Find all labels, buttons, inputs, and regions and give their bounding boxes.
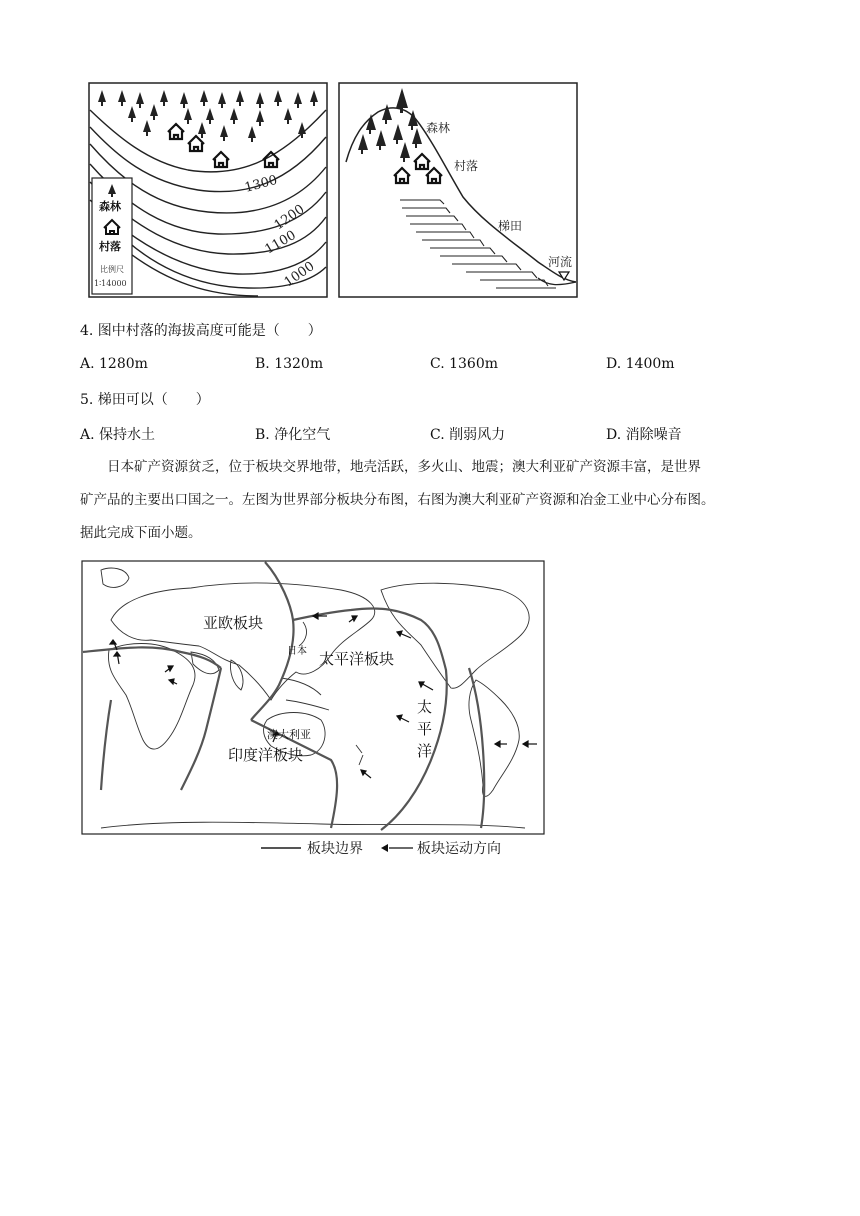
q4-option-a[interactable]: A. 1280m bbox=[80, 356, 148, 372]
passage-line-1: 日本矿产资源贫乏，位于板块交界地带，地壳活跃，多火山、地震；澳大利亚矿产资源丰富，是世界 bbox=[107, 459, 701, 475]
contour-label-1000: 1000 bbox=[281, 259, 318, 291]
label-pacific-plate: 太平洋板块 bbox=[319, 650, 395, 668]
q4-option-b[interactable]: B. 1320m bbox=[255, 356, 324, 372]
q5-stem: 5. 梯田可以（ ） bbox=[80, 392, 210, 408]
q4-stem: 4. 图中村落的海拔高度可能是（ ） bbox=[80, 323, 322, 339]
q4-option-c[interactable]: C. 1360m bbox=[430, 356, 499, 372]
profile-forest-label: 森林 bbox=[426, 121, 451, 135]
passage-line-3: 据此完成下面小题。 bbox=[80, 525, 202, 541]
legend-boundary-label: 板块边界 bbox=[307, 841, 363, 857]
q4-option-d[interactable]: D. 1400m bbox=[606, 356, 675, 372]
label-japan: 日本 bbox=[287, 646, 307, 657]
contour-label-1100: 1100 bbox=[262, 227, 299, 258]
terrace-profile bbox=[338, 82, 578, 298]
label-eurasian-plate: 亚欧板块 bbox=[203, 614, 264, 632]
label-pacific-ocean-1: 太 bbox=[417, 698, 433, 716]
q5-option-b[interactable]: B. 净化空气 bbox=[255, 427, 331, 443]
label-australia: 澳大利亚 bbox=[267, 728, 311, 741]
label-indian-plate: 印度洋板块 bbox=[228, 746, 304, 764]
label-pacific-ocean-3: 洋 bbox=[417, 742, 433, 760]
passage bbox=[80, 451, 780, 550]
q5-option-d[interactable]: D. 消除噪音 bbox=[606, 427, 682, 443]
profile-village-label: 村落 bbox=[454, 159, 479, 173]
contour-label-1200: 1200 bbox=[271, 202, 308, 234]
contour-legend bbox=[92, 178, 132, 294]
legend-motion-label: 板块运动方向 bbox=[417, 841, 501, 857]
legend-scale-value: 1∶14000 bbox=[94, 279, 127, 288]
arrow-left-icon bbox=[381, 844, 388, 852]
legend-village-label: 村落 bbox=[99, 240, 121, 253]
world-plate-map bbox=[81, 560, 545, 860]
contour-map bbox=[88, 82, 328, 298]
profile-river-label: 河流 bbox=[548, 255, 573, 269]
contour-label-1300: 1300 bbox=[243, 172, 280, 196]
world-map-legend bbox=[261, 840, 501, 857]
label-pacific-ocean-2: 平 bbox=[417, 720, 433, 738]
passage-line-2: 矿产品的主要出口国之一。左图为世界部分板块分布图，右图为澳大利亚矿产资源和冶金工业中心分布图。 bbox=[80, 492, 715, 508]
legend-scale-title: 比例尺 bbox=[100, 265, 124, 274]
q5-option-c[interactable]: C. 削弱风力 bbox=[430, 427, 506, 443]
profile-terraces-label: 梯田 bbox=[498, 219, 523, 233]
q5-option-a[interactable]: A. 保持水土 bbox=[80, 427, 156, 443]
legend-forest-label: 森林 bbox=[99, 200, 121, 213]
